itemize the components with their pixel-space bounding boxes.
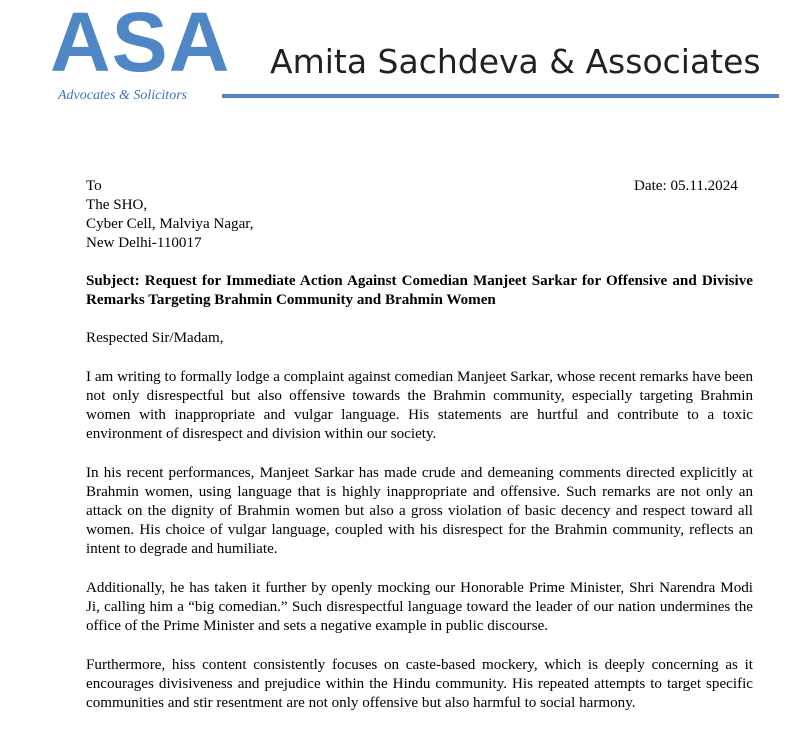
letter-date: Date: 05.11.2024: [634, 178, 738, 194]
recipient-address: [86, 177, 753, 253]
paragraph: I am writing to formally lodge a complaint against comedian Manjeet Sarkar, whose recent remarks have been not only disrespectful but also offensive towards the Brahmin community, especially targeting Brahmin women with inappropriate and vulgar language. His statements are hurtful and contribute to a toxic environment of disrespect and division within our society.: [86, 369, 753, 442]
header-divider: [222, 94, 779, 98]
firm-name: Amita Sachdeva & Associates: [270, 42, 761, 81]
firm-logo: ASA: [50, 0, 231, 89]
address-line: Cyber Cell, Malviya Nagar,: [86, 216, 254, 232]
paragraph: Additionally, he has taken it further by openly mocking our Honorable Prime Minister, Shri Narendra Modi Ji, calling him a “big comedian.” Such disrespectful language toward the leader of our nation undermines the office of the Prime Minister and sets a negative example in public discourse.: [86, 580, 753, 634]
firm-tagline: Advocates & Solicitors: [58, 88, 188, 103]
address-line: To: [86, 178, 102, 194]
address-line: New Delhi-110017: [86, 235, 202, 251]
letter-body: [86, 177, 753, 713]
paragraph: In his recent performances, Manjeet Sarkar has made crude and demeaning comments directed explicitly at Brahmin women, using language that is highly inappropriate and offensive. Such remarks are not only an attack on the dignity of Brahmin women but also a gross violation of basic decency and respect toward all women. His choice of vulgar language, coupled with his disrespect for the Brahmin community, reflects an intent to degrade and humiliate.: [86, 465, 753, 557]
paragraph: Furthermore, hiss content consistently focuses on caste-based mockery, which is deeply concerning as it encourages divisiveness and prejudice within the Hindu community. His repeated attempts to target specific communities and stir resentment are not only offensive but also harmful to social harmony.: [86, 657, 753, 711]
salutation: Respected Sir/Madam,: [86, 330, 224, 346]
letter-subject: Subject: Request for Immediate Action Against Comedian Manjeet Sarkar for Offensive and Divisive Remarks Targeting Brahmin Community and Brahmin Women: [86, 273, 753, 308]
address-line: The SHO,: [86, 197, 148, 213]
